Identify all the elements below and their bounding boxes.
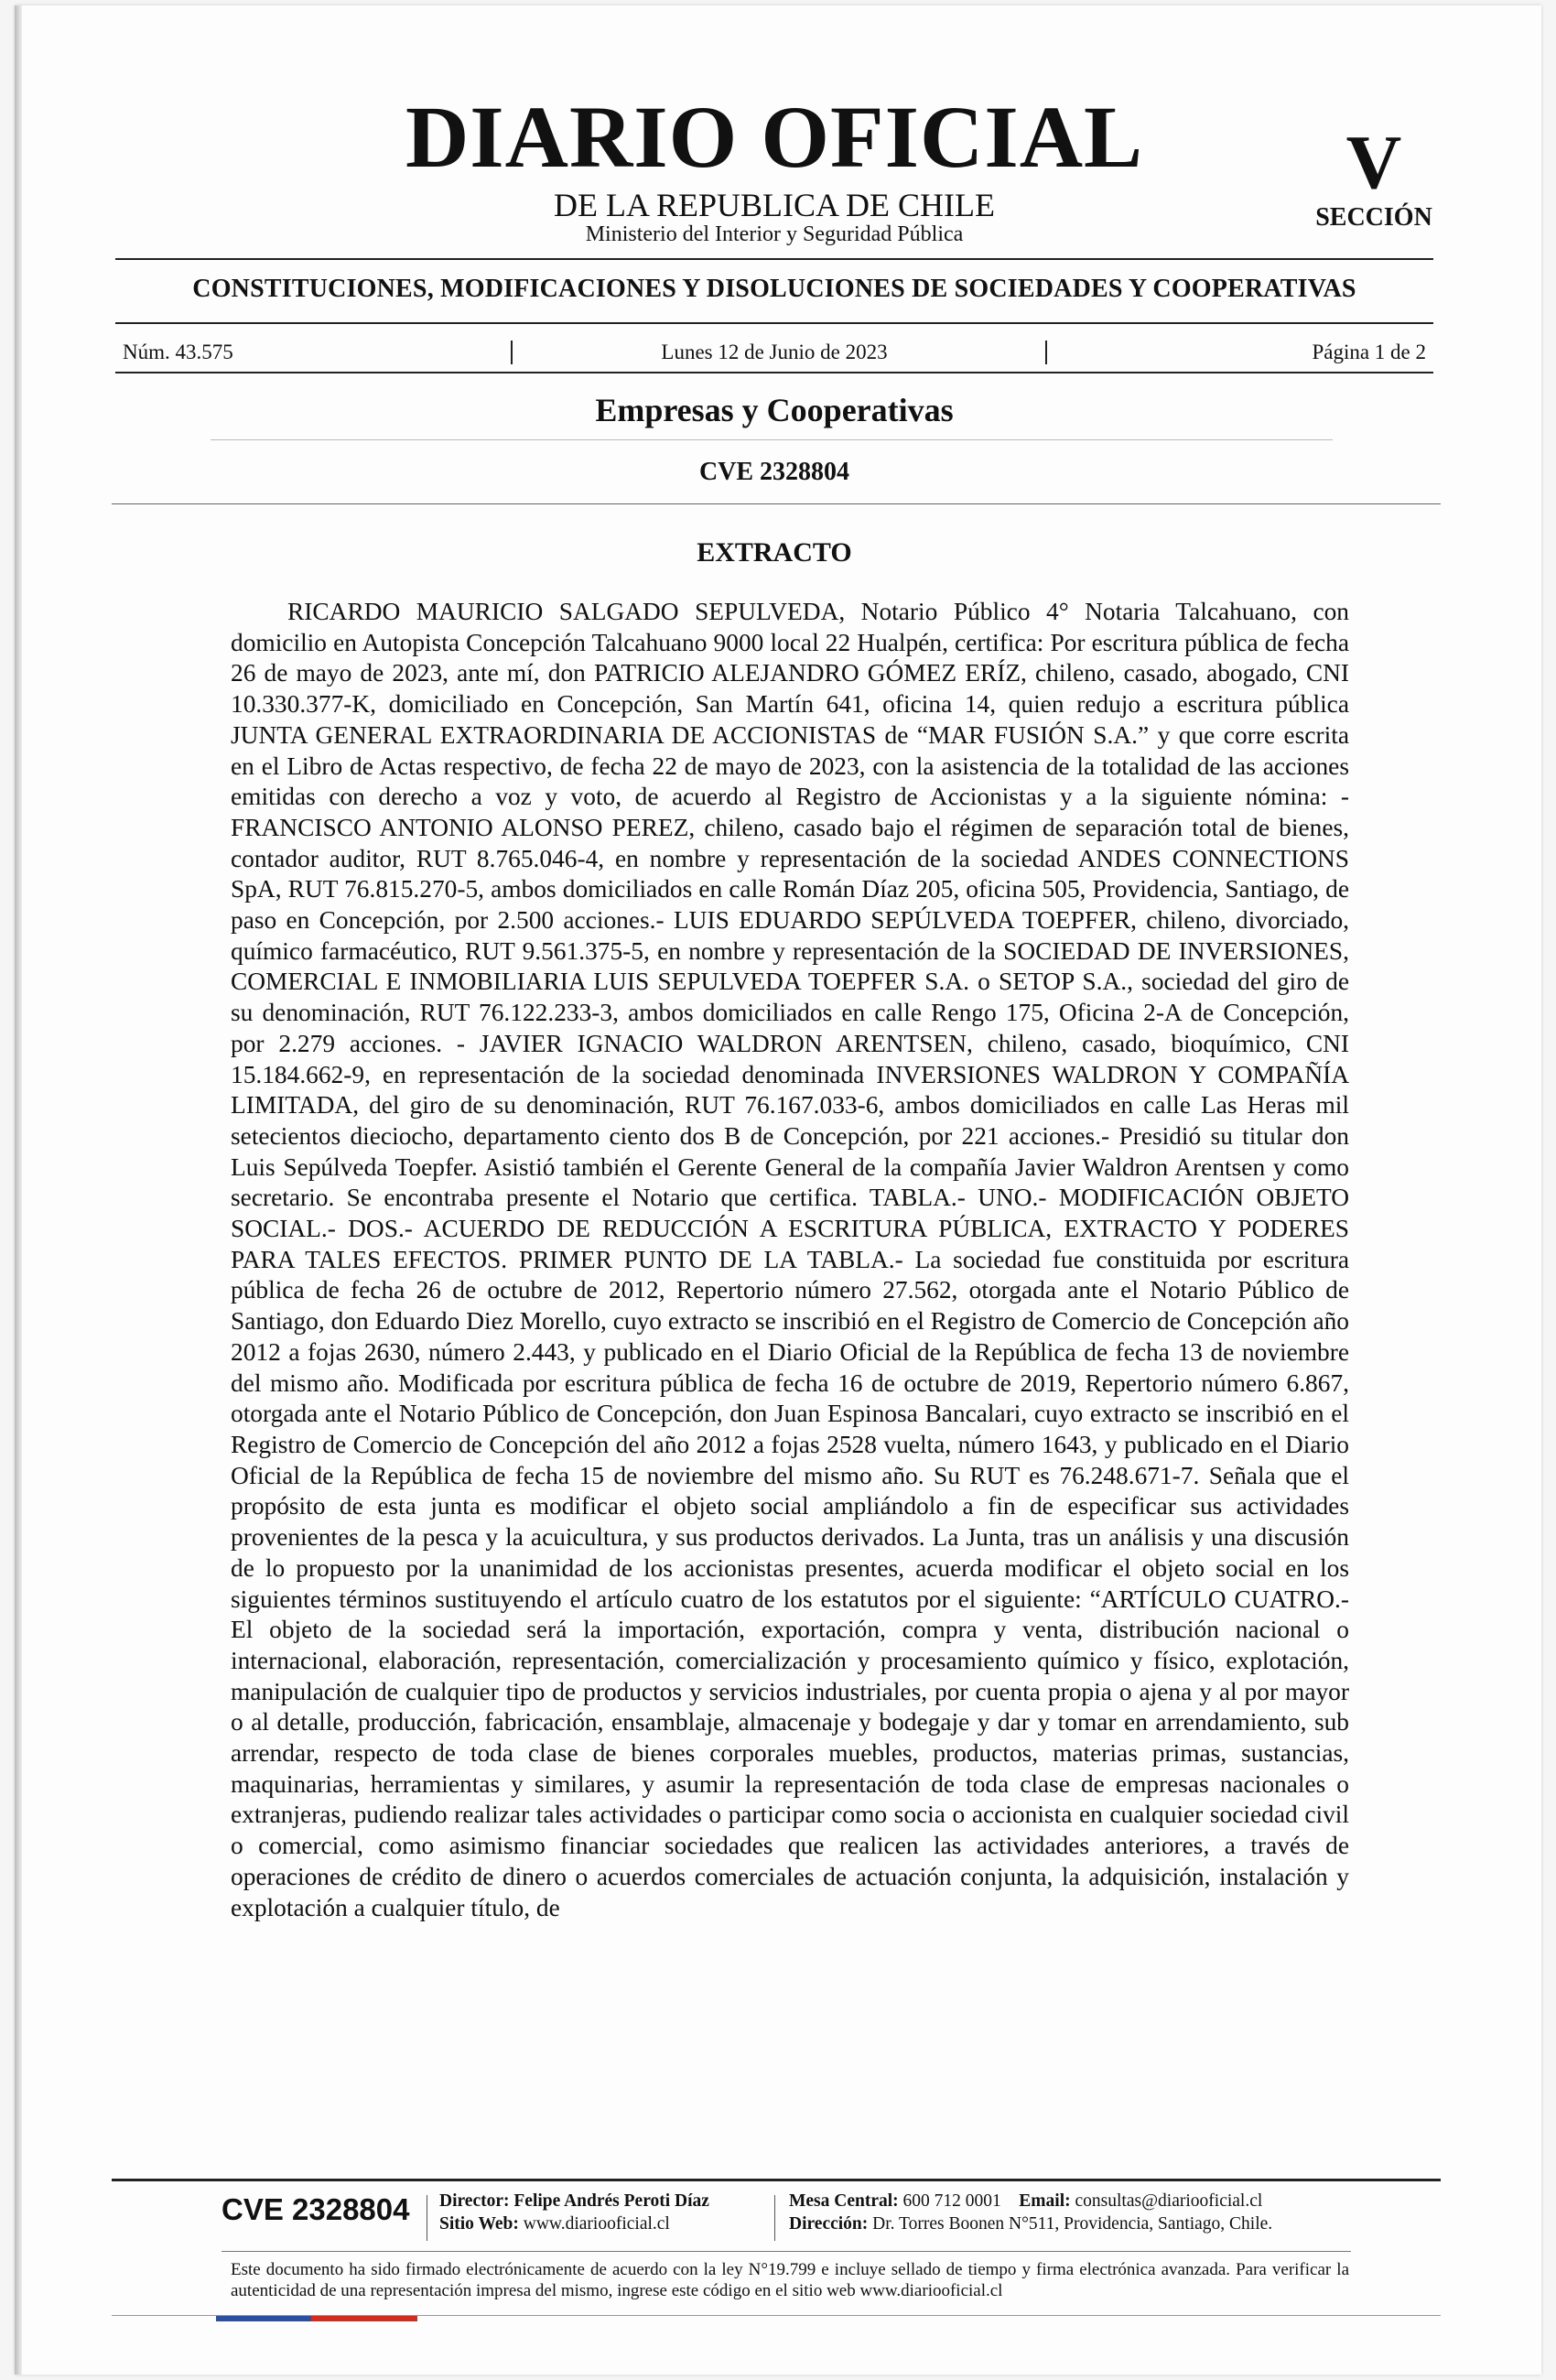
email-link[interactable]: consultas@diariooficial.cl — [1075, 2191, 1263, 2211]
issue-info-row — [115, 339, 1433, 366]
phone-value: 600 712 0001 — [902, 2191, 1001, 2211]
footer-cve-code: CVE 2328804 — [222, 2192, 410, 2226]
issue-page: Página 1 de 2 — [1312, 341, 1426, 363]
phone-label: Mesa Central: — [789, 2191, 899, 2211]
section-word: SECCIÓN — [1315, 203, 1432, 232]
footer-contact — [427, 2190, 1351, 2245]
website-link[interactable]: www.diariooficial.cl — [523, 2214, 670, 2234]
website-label: Sitio Web: — [439, 2214, 519, 2234]
director-label: Director: — [439, 2191, 510, 2211]
flag-stripe-red — [311, 2315, 417, 2321]
issue-date: Lunes 12 de Junio de 2023 — [661, 341, 888, 363]
issue-number: Núm. 43.575 — [123, 341, 233, 363]
document-page — [15, 5, 1541, 2375]
email-label: Email: — [1019, 2191, 1071, 2211]
extract-body: RICARDO MAURICIO SALGADO SEPULVEDA, Notario Público 4° Notaria Talcahuano, con domicilio en Autopista Concepción Talcahuano 9000 local 22 Hualpén, certifica: Por escritura pública de fecha 26 de mayo de 2023, ante mí, don PATRICIO ALEJANDRO GÓMEZ ERÍZ, chileno, casado, abogado, CNI 10.330.377-K, domiciliado en Concepción, San Martín 641, oficina 14, quien redujo a escritura pública JUNTA GENERAL EXTRAORDINARIA DE ACCIONISTAS de “MAR FUSIÓN S.A.” y que corre escrita en el Libro de Actas respectivo, de fecha 22 de mayo de 2023, con la asistencia de la totalidad de las acciones emitidas con derecho a voz y voto, de acuerdo al Registro de Accionistas y a la siguiente nómina: - FRANCISCO ANTONIO ALONSO PEREZ, chileno, casado bajo el régimen de separación total de bienes, contador auditor, RUT 8.765.046-4, en nombre y representación de la sociedad ANDES CONNECTIONS SpA, RUT 76.815.270-5, ambos domiciliados en calle Román Díaz 205, oficina 505, Providencia, Santiago, de paso en Concepción, por 2.500 acciones.- LUIS EDUARDO SEPÚLVEDA TOEPFER, chileno, divorciado, químico farmacéutico, RUT 9.561.375-5, en nombre y representación de la SOCIEDAD DE INVERSIONES, COMERCIAL E INMOBILIARIA LUIS SEPULVEDA TOEPFER S.A. o SETOP S.A., sociedad del giro de su denominación, RUT 76.122.233-3, ambos domiciliados en calle Rengo 175, Oficina 2-A de Concepción, por 2.279 acciones. - JAVIER IGNACIO WALDRON ARENTSEN, chileno, casado, bioquímico, CNI 15.184.662-9, en representación de la sociedad denominada INVERSIONES WALDRON Y COMPAÑÍA LIMITADA, del giro de su denominación, RUT 76.167.033-6, ambos domiciliados en calle Las Heras mil setecientos dieciocho, departamento ciento dos B de Concepción, por 221 acciones.- Presidió su titular don Luis Sepúlveda Toepfer. Asistió también el Gerente General de la compañía Javier Waldron Arentsen y como secretario. Se encontraba presente el Notario que certifica. TABLA.- UNO.- MODIFICACIÓN OBJETO SOCIAL.- DOS.- ACUERDO DE REDUCCIÓN A ESCRITURA PÚBLICA, EXTRACTO Y PODERES PARA TALES EFECTOS. PRIMER PUNTO DE LA TABLA.- La sociedad fue constituida por escritura pública de fecha 26 de octubre de 2012, Repertorio número 27.562, otorgada ante el Notario Público de Santiago, don Eduardo Diez Morello, cuyo extracto se inscribió en el Registro de Comercio de Concepción año 2012 a fojas 2630, número 2.443, y publicado en el Diario Oficial de la República de fecha 13 de noviembre del mismo año. Modificada por escritura pública de fecha 16 de octubre de 2019, Repertorio número 6.867, otorgada ante el Notario Público de Concepción, don Juan Espinosa Bancalari, cuyo extracto se inscribió en el Registro de Comercio de Concepción del año 2012 a fojas 2528 vuelta, número 1643, y publicado en el Diario Oficial de la República de fecha 15 de noviembre del mismo año. Su RUT es 76.248.671-7. Señala que el propósito de esta junta es modificar el objeto social ampliándolo a fin de especificar sus actividades provenientes de la pesca y la acuicultura, y sus productos derivados. La Junta, tras un análisis y una discusión de lo propuesto por la unanimidad de los accionistas presentes, acuerda modificar el objeto social en los siguientes términos sustituyendo el artículo cuatro de los estatutos por el siguiente: “ARTÍCULO CUATRO.- El objeto de la sociedad será la importación, exportación, compra y venta, distribución nacional o internacional, elaboración, representación, comercialización y procesamiento químico y físico, explotación, manipulación de cualquier tipo de productos y servicios industriales, por cuenta propia o ajena y al por mayor o al detalle, producción, fabricación, ensamblaje, almacenaje y bodegaje y dar y tomar en arrendamiento, sub arrendar, respecto de toda clase de bienes corporales muebles, productos, materias primas, sustancias, maquinarias, herramientas y similares, y asumir la representación de toda clase de empresas nacionales o extranjeras, pudiendo realizar tales actividades o participar como socia o accionista en cualquier sociedad civil o comercial, como asimismo financiar sociedades que realicen las actividades anteriores, a través de operaciones de crédito de dinero o acuerdos comerciales de actuación conjunta, la adquisición, instalación y explotación a cualquier título, de — [231, 598, 1349, 1921]
footer-rule — [112, 2179, 1441, 2181]
masthead-subtitle: DE LA REPUBLICA DE CHILE — [554, 187, 995, 223]
footer-contact-column — [789, 2190, 1272, 2235]
footer-divider — [774, 2195, 775, 2241]
page-edge-shadow — [15, 5, 22, 2375]
issue-separator — [1045, 341, 1047, 364]
cve-code: CVE 2328804 — [698, 458, 850, 486]
masthead-title: DIARIO OFICIAL — [405, 88, 1144, 186]
flag-stripe-blue — [216, 2315, 311, 2321]
footer-rule-thin — [222, 2251, 1351, 2252]
section-letter: V — [1345, 120, 1402, 205]
footer-director-column — [439, 2190, 709, 2235]
header-rule-middle — [115, 322, 1433, 324]
address-value: Dr. Torres Boonen N°511, Providencia, Santiago, Chile. — [872, 2214, 1273, 2234]
cve-rule — [112, 503, 1441, 504]
legal-notice: Este documento ha sido firmado electrónicamente de acuerdo con la ley N°19.799 e incluye sellado de tiempo y firma electrónica avanzada. Para verificar la autenticidad de una representación impresa del mismo, ingrese este código en el sitio web www.diariooficial.cl — [231, 2260, 1349, 2300]
section-heading: Empresas y Cooperativas — [595, 392, 954, 428]
bottom-rule — [112, 2315, 1441, 2316]
masthead-ministry: Ministerio del Interior y Seguridad Pública — [585, 222, 964, 246]
header-rule-top — [115, 258, 1433, 260]
document-title: EXTRACTO — [697, 537, 852, 568]
heading-underline — [211, 439, 1333, 440]
category-banner: CONSTITUCIONES, MODIFICACIONES Y DISOLUCIONES DE SOCIEDADES Y COOPERATIVAS — [192, 275, 1356, 303]
header-rule-bottom — [115, 372, 1433, 373]
address-label: Dirección: — [789, 2214, 869, 2234]
director-value: Felipe Andrés Peroti Díaz — [513, 2191, 709, 2211]
